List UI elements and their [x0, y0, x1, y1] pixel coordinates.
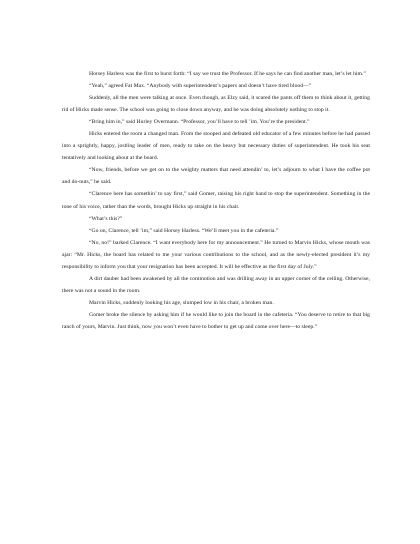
paragraph: A dirt dauber had been awakened by all the commotion and was drilling away in an upper corner of the ceiling. Otherwise, there was not a sound in the room.: [62, 275, 370, 294]
paragraph: “What’s this?”: [89, 215, 123, 222]
paragraph: “Yeah,” agreed Fat Max. “Anybody with superintendent’s papers and doesn’t have tired blood—”: [89, 83, 312, 90]
paragraph: Marvin Hicks, suddenly looking his age, slumped low in his chair, a broken man.: [89, 299, 274, 306]
paragraph: “Clarence here has somethin’ to say first,” said Gomer, raising his right hand to stop the superintendent. Something in the tone of his voice, rather than the words, brought Hicks up straight in his chair.: [62, 191, 370, 210]
paragraph: “Bring him in,” said Hurley Overmann. “Professor, you’ll have to tell ’im. You’re the president.”: [89, 119, 310, 126]
document-body: [62, 68, 370, 333]
paragraph: “Now, friends, before we get on to the weighty matters that need attendin’ to, let’s adjourn to what I have the coffee pot and do-nuts,” he said.: [62, 167, 370, 186]
paragraph: “Go on, Clarence, tell ’im,” said Horsey Harless. “We’ll meet you in the cafeteria.”: [89, 227, 279, 234]
paragraph: “No, no!” barked Clarence. “I want everybody here for my announcement.” He turned to Marvin Hicks, whose mouth was ajar: “Mr. Hicks, the board has related to me your various contributions to the school, and as the newly-elected president it’s my responsibility to inform you that your resignation has been accepted. It will be effective as the first day of July.”: [62, 239, 370, 270]
paragraph: Horsey Harless was the first to burst forth: “I say we trust the Professor. If he says he can find another man, let’s let him.”: [89, 71, 366, 77]
paragraph: Suddenly, all the men were talking at once. Even though, as Elzy said, it scared the pants off them to think about it, getting rid of Hicks made sense. The school was going to close down anyway, and he was doing absolutely nothing to stop it.: [62, 95, 370, 114]
paragraph: Gomer broke the silence by asking him if he would like to join the board in the cafeteria. “You deserve to retire to that big ranch of yours, Marvin. Just think, now you won’t even have to bother to get up and come over here—to sleep.”: [62, 311, 370, 330]
paragraph: Hicks entered the room a changed man. From the stooped and defeated old educator of a few minutes before he had passed into a sprightly, happy, jostling leader of men, ready to take on the heavy but necessary duties of superintendent. He took his seat tentatively and looking about at the board.: [62, 131, 370, 162]
